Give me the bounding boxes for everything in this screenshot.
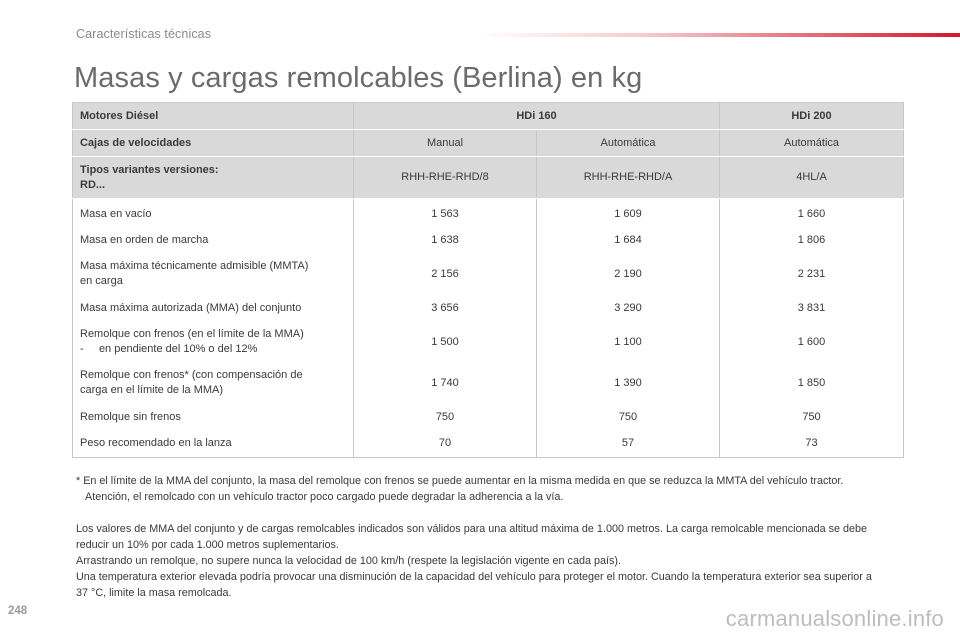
row-value: 2 190 [537,254,720,295]
row-value: 1 638 [354,227,537,254]
variants-label-line: Tipos variantes versiones: [80,163,219,176]
table-row [73,404,904,431]
row-label: Remolque sin frenos [73,404,354,431]
row-label [73,254,354,295]
row-label [73,363,354,404]
section-header: Características técnicas [76,27,212,41]
variants-label-line: RD... [80,178,106,191]
row-value: 1 660 [797,208,826,221]
table-row [73,363,904,404]
row-value: 1 563 [354,199,537,227]
row-value: 1 806 [797,233,826,246]
row-label-line: carga en el límite de la MMA) [80,384,224,396]
gearbox-row [73,130,904,157]
gearbox-label: Cajas de velocidades [73,130,354,157]
engine-b-header: HDi 200 [720,103,904,130]
specs-table [72,102,904,458]
row-value: 2 156 [354,254,537,295]
row-label-line: Remolque con frenos* (con compensación de [80,369,303,382]
table-row [73,227,904,254]
row-label: Masa en orden de marcha [73,227,354,254]
row-value: 750 [354,404,537,431]
row-value: 1 684 [537,227,720,254]
note-paragraph: Una temperatura exterior elevada podría provocar una disminución de la capacidad del vehículo para proteger el motor. Cuando la temperatura exterior sea superior a 37 °C, limite la masa remolcada. [76,571,872,599]
note-paragraph: Los valores de MMA del conjunto y de cargas remolcables indicados son válidos para una altitud máxima de 1.000 metros. La carga remolcable mencionada se debe reducir un 10% por cada 1.000 metros suplementarios. [76,523,868,551]
gearbox-cell: Manual [354,130,537,157]
row-label: Masa en vacío [73,199,354,227]
row-value: 1 390 [537,363,720,404]
page-number: 248 [8,605,28,617]
gearbox-cell: Automática [720,130,904,157]
row-value: 3 656 [354,295,537,322]
gearbox-cell: Automática [537,130,720,157]
row-value: 1 740 [354,363,537,404]
engine-label: Motores Diésel [73,103,354,130]
page-title: Masas y cargas remolcables (Berlina) en kg [74,62,643,94]
row-label [73,322,354,363]
footnote: * En el límite de la MMA del conjunto, la masa del remolque con frenos se puede aumentar en la misma medida en que se reduzca la MMTA del vehículo tractor. Atención, el remolcado con un vehículo tractor poco cargado puede degradar la adherencia a la vía. [76,475,844,503]
row-label-line: - en pendiente del 10% o del 12% [80,343,258,355]
variant-cell: RHH-RHE-RHD/A [537,157,720,199]
row-value: 70 [354,431,537,458]
table-row [73,322,904,363]
variant-cell: RHH-RHE-RHD/8 [354,157,537,199]
row-label: Masa máxima autorizada (MMA) del conjunto [73,295,354,322]
table-row [73,254,904,295]
row-label-line: en carga [80,275,123,287]
table-row [73,199,904,227]
header-rule [480,33,960,37]
row-value: 2 231 [797,267,826,280]
row-value: 57 [537,431,720,458]
row-value: 3 290 [537,295,720,322]
notes [76,521,876,601]
row-value: 1 500 [354,322,537,363]
row-label-line: Masa máxima técnicamente admisible (MMTA) [80,260,309,273]
row-value: 1 600 [797,335,826,348]
row-value: 1 850 [797,376,826,389]
row-value: 73 [805,437,818,450]
variant-cell: 4HL/A [720,157,904,199]
watermark: carmanualsonline.info [725,606,944,631]
table-row [73,431,904,458]
row-value: 750 [802,410,821,423]
row-value: 750 [537,404,720,431]
note-paragraph: Arrastrando un remolque, no supere nunca la velocidad de 100 km/h (respete la legislación vigente en cada país). [76,555,621,567]
row-value: 1 100 [537,322,720,363]
variants-label [73,157,354,199]
variants-row [73,157,904,199]
row-value: 3 831 [797,301,826,314]
engine-a-header: HDi 160 [354,103,720,130]
row-value: 1 609 [537,199,720,227]
table-row [73,295,904,322]
engine-row [73,103,904,130]
row-label-line: Remolque con frenos (en el límite de la MMA) [80,328,304,341]
row-label: Peso recomendado en la lanza [73,431,354,458]
